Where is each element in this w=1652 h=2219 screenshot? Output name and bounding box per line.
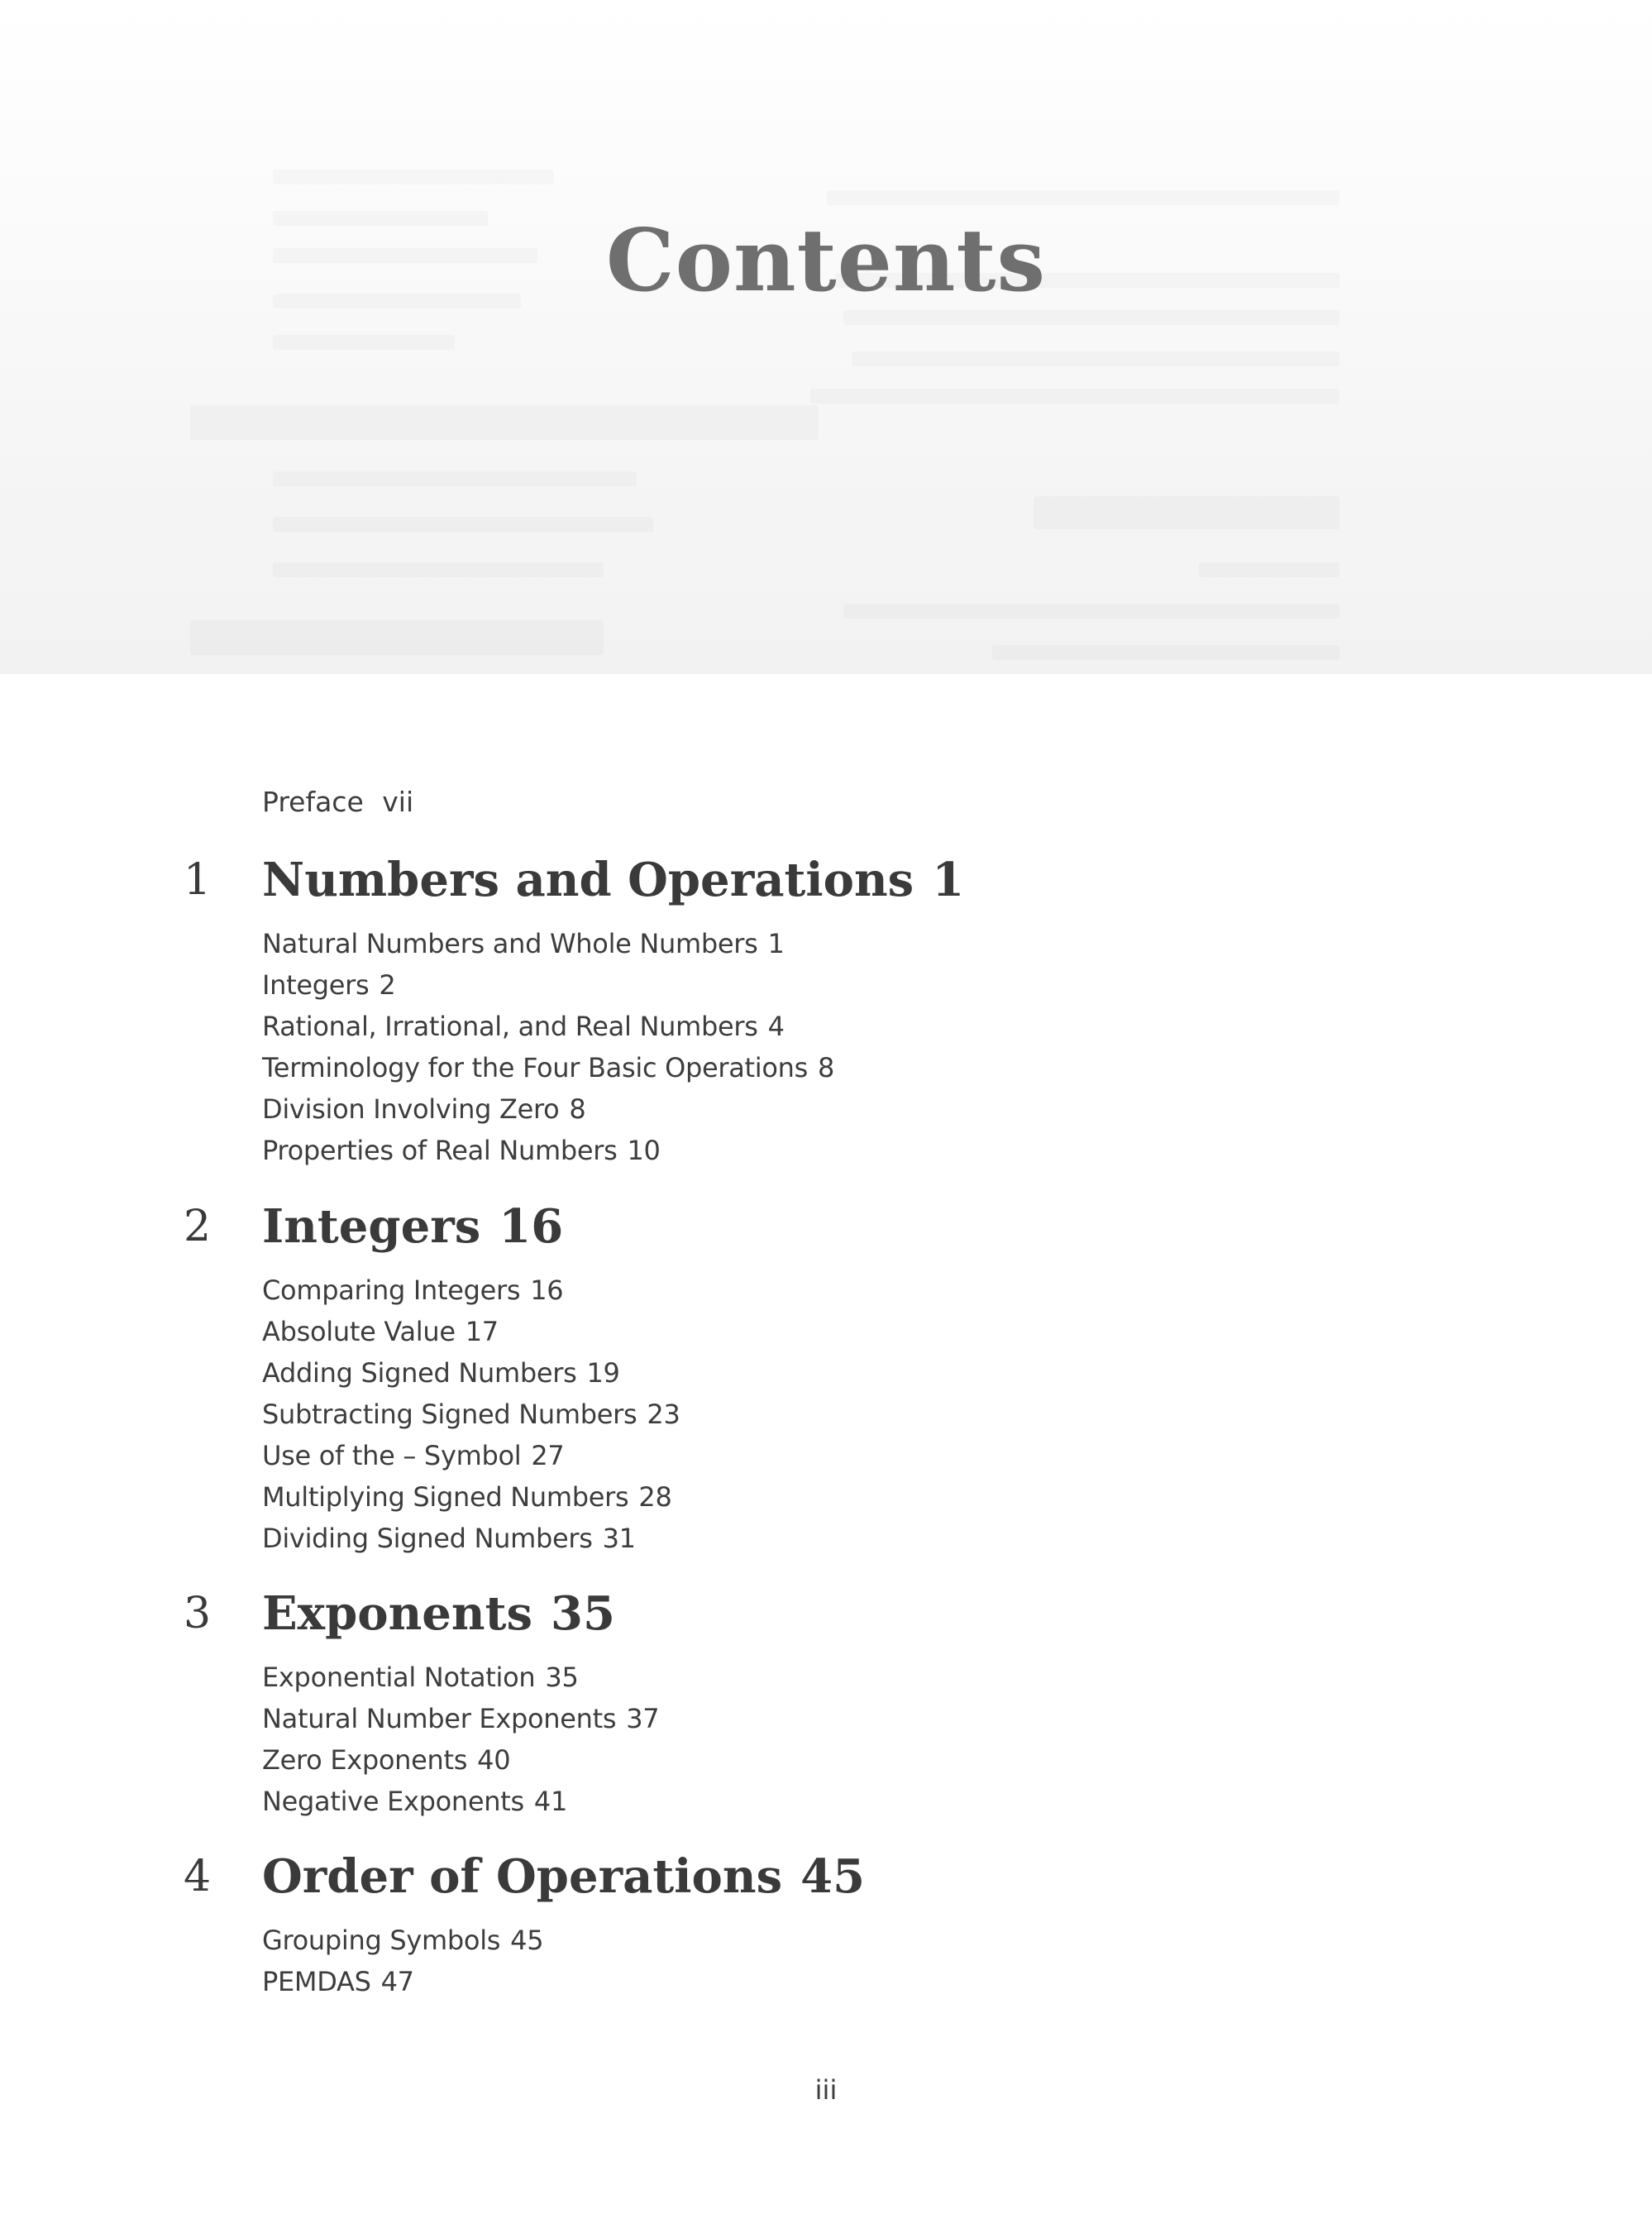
bleed-text-ghost [1199,562,1339,577]
section-title: Negative Exponents [262,1786,524,1817]
section-page-number: 16 [530,1274,564,1306]
chapter-number: 4 [184,1852,212,1901]
section-title: Integers [262,969,370,1001]
section-title: Comparing Integers [262,1274,521,1306]
section-page-number: 8 [818,1052,835,1083]
page-number-footer: iii [814,2074,838,2106]
toc-section[interactable] [262,1088,1652,1130]
chapter-1 [0,847,1652,1166]
section-title: Use of the – Symbol [262,1440,522,1471]
section-title: Properties of Real Numbers [262,1135,618,1166]
chapter-title-text: Exponents [262,1586,533,1641]
section-title: PEMDAS [262,1966,371,1997]
bleed-text-ghost [273,562,604,577]
section-list [262,1657,1652,1822]
bleed-text-ghost [273,471,637,486]
section-title: Terminology for the Four Basic Operations [262,1052,809,1083]
section-page-number: 8 [569,1093,586,1125]
bleed-text-ghost [190,620,604,655]
section-page-number: 37 [626,1703,660,1734]
chapter-4 [0,1844,1652,1997]
section-title: Adding Signed Numbers [262,1357,577,1389]
section-page-number: 47 [380,1966,414,1997]
section-title: Subtracting Signed Numbers [262,1399,637,1430]
section-page-number: 19 [586,1357,620,1389]
chapter-title [262,1193,563,1260]
page-title: Contents [605,208,1047,311]
chapter-number: 3 [184,1589,212,1638]
bleed-text-ghost [827,190,1339,205]
section-list [262,1270,1652,1559]
chapter-title-text: Numbers and Operations [262,853,914,907]
bleed-text-ghost [273,517,653,532]
section-title: Absolute Value [262,1316,456,1347]
toc-section[interactable] [262,1781,1652,1822]
chapter-title-text: Order of Operations [262,1849,783,1904]
section-title: Exponential Notation [262,1662,536,1693]
toc-section[interactable] [262,1352,1652,1394]
toc-section[interactable] [262,1518,1652,1559]
chapter-page-number: 16 [499,1199,564,1254]
toc-section[interactable] [262,1920,1652,1961]
chapter-heading[interactable] [0,847,1652,913]
bleed-text-ghost [810,389,1339,404]
chapter-title [262,847,964,913]
section-page-number: 35 [545,1662,579,1693]
scan-bleed-through-band [0,0,1652,674]
bleed-text-ghost [190,405,819,440]
chapter-heading[interactable] [0,1844,1652,1910]
toc-section[interactable] [262,1394,1652,1435]
section-page-number: 40 [477,1744,511,1776]
bleed-text-ghost [273,170,554,184]
section-title: Multiplying Signed Numbers [262,1481,629,1513]
bleed-text-ghost [852,352,1339,366]
bleed-text-ghost [273,335,455,350]
section-page-number: 41 [533,1786,568,1817]
toc-section[interactable] [262,1435,1652,1476]
toc-section[interactable] [262,1270,1652,1311]
chapter-heading[interactable] [0,1193,1652,1260]
chapter-2 [0,1193,1652,1554]
bleed-text-ghost [1034,496,1339,529]
section-page-number: 4 [767,1011,785,1042]
toc-section[interactable] [262,1739,1652,1781]
chapter-3 [0,1581,1652,1817]
toc-section[interactable] [262,1657,1652,1698]
toc-section[interactable] [262,1006,1652,1047]
section-page-number: 10 [627,1135,661,1166]
toc-section[interactable] [262,1961,1652,2002]
chapter-heading[interactable] [0,1581,1652,1647]
bleed-text-ghost [992,645,1339,660]
section-page-number: 28 [638,1481,672,1513]
toc-entry-preface[interactable] [262,782,413,823]
toc-section[interactable] [262,1311,1652,1352]
toc-section[interactable] [262,923,1652,964]
chapter-title [262,1581,615,1647]
section-list [262,1920,1652,2002]
section-title: Grouping Symbols [262,1925,501,1956]
chapter-page-number: 35 [551,1586,615,1641]
section-title: Dividing Signed Numbers [262,1523,593,1554]
chapter-page-number: 1 [932,853,965,907]
toc-section[interactable] [262,1047,1652,1088]
chapter-page-number: 45 [800,1849,866,1904]
chapter-title [262,1844,865,1910]
section-page-number: 1 [767,928,785,959]
section-page-number: 45 [510,1925,544,1956]
section-page-number: 27 [531,1440,565,1471]
toc-section[interactable] [262,964,1652,1006]
section-title: Natural Numbers and Whole Numbers [262,928,758,959]
bleed-text-ghost [843,604,1339,619]
chapter-number: 2 [184,1202,212,1251]
section-page-number: 17 [465,1316,499,1347]
preface-label: Preface [262,786,364,818]
section-title: Natural Number Exponents [262,1703,617,1734]
chapter-number: 1 [184,855,212,905]
toc-section[interactable] [262,1476,1652,1518]
section-title: Rational, Irrational, and Real Numbers [262,1011,758,1042]
toc-section[interactable] [262,1130,1652,1171]
section-page-number: 2 [379,969,396,1001]
section-title: Division Involving Zero [262,1093,560,1125]
section-page-number: 31 [602,1523,636,1554]
chapter-title-text: Integers [262,1199,481,1254]
section-list [262,923,1652,1171]
section-page-number: 23 [647,1399,680,1430]
preface-page-number: vii [382,786,414,818]
toc-section[interactable] [262,1698,1652,1739]
section-title: Zero Exponents [262,1744,468,1776]
